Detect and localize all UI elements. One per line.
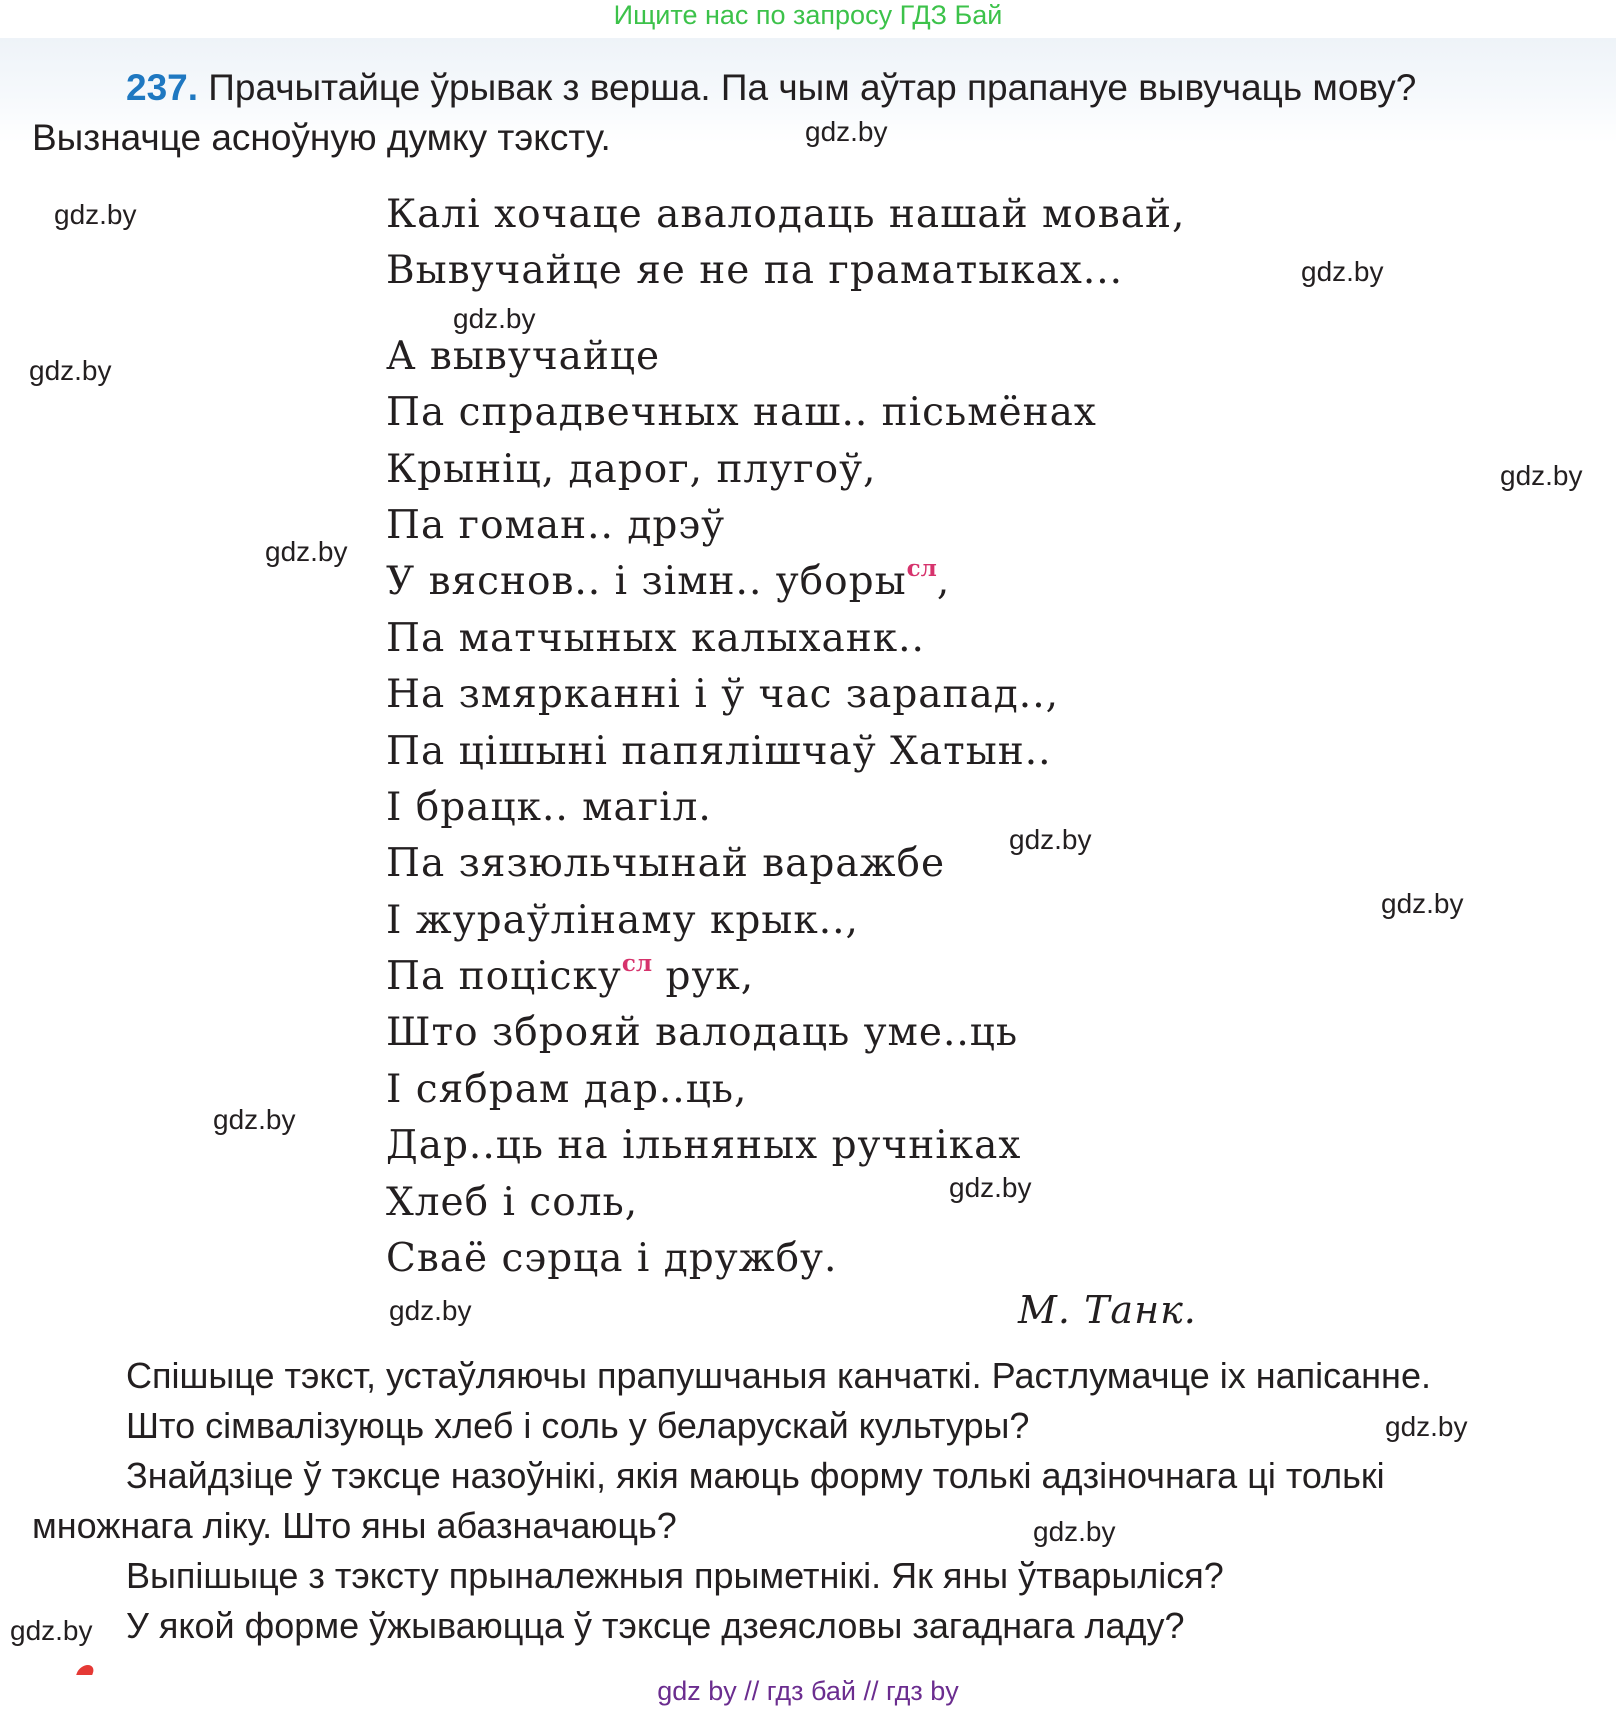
watermark: gdz.by [1301, 256, 1384, 287]
task-text-line2: Вызначце асноўную думку тэксту. [32, 117, 611, 158]
red-corner-mark [76, 1665, 96, 1675]
poem-line: Калі хочаце авалодаць нашай мовай, [386, 192, 1186, 237]
task-number: 237. [126, 67, 199, 108]
question: множнага ліку. Што яны абазначаюць? [32, 1505, 677, 1546]
question: Знайдзіце ў тэксце назоўнікі, якія маюць форму толькі адзіночнага ці толькі [126, 1455, 1385, 1496]
watermark: gdz.by [1500, 460, 1583, 491]
poem-line-text: У вяснов.. і зімн.. уборы [386, 559, 907, 605]
poem-line: Вывучайце яе не па граматыках... [386, 248, 1124, 294]
watermark: gdz.by [1385, 1411, 1468, 1442]
watermark: gdz.by [10, 1615, 93, 1646]
question: Спішыце тэкст, устаўляючы прапушчаныя канчаткі. Растлумачце іх напісанне. [126, 1355, 1431, 1396]
poem-line: Хлеб і соль, [386, 1179, 639, 1225]
poem-line [386, 949, 1185, 1005]
poem-line: Сваё сэрца і дружбу. [386, 1236, 838, 1282]
poem-line [386, 554, 1185, 610]
watermark: gdz.by [453, 303, 536, 334]
question: Што сімвалізуюць хлеб і соль у беларускай культуры? [126, 1405, 1030, 1446]
poem-line: А вывучайце [386, 333, 661, 379]
watermark: gdz.by [949, 1172, 1032, 1203]
search-banner[interactable]: Ищите нас по запросу ГДЗ Бай [613, 0, 1003, 30]
poem-line: Што зброяй валодаць уме..ць [386, 1010, 1019, 1056]
poem-line: І жураўлінаму крык.., [386, 897, 859, 943]
watermark: gdz.by [389, 1295, 472, 1326]
watermark: gdz.by [1009, 824, 1092, 855]
poem-line: І брацк.. магіл. [386, 784, 712, 830]
task-heading [126, 63, 1416, 113]
watermark: gdz.by [1033, 1516, 1116, 1547]
poem-line: І сябрам дар..ць, [386, 1066, 748, 1112]
watermark: gdz.by [213, 1104, 296, 1135]
poem-line: На змярканні і ў час зарапад.., [386, 672, 1059, 718]
watermark: gdz.by [54, 199, 137, 230]
watermark: gdz.by [1381, 888, 1464, 919]
poem-line: Па спрадвечных наш.. пісьмёнах [386, 390, 1097, 436]
poem-author: М. Танк. [1018, 1288, 1197, 1332]
watermark: gdz.by [805, 116, 888, 147]
poem-line: Па зязюльчынай варажбе [386, 841, 946, 887]
poem-line-text: Па поціску [386, 954, 622, 1000]
task-text-line1: Прачытайце ўрывак з верша. Па чым аўтар прапануе вывучаць мову? [208, 67, 1417, 108]
poem-line-text: , [936, 559, 951, 605]
poem-line-text: рук, [652, 954, 755, 1000]
poem-line: Па гоман.. дрэў [386, 502, 726, 548]
poem-line: Па цішыні папялішчаў Хатын.. [386, 728, 1052, 774]
question: Выпішыце з тэксту прыналежныя прыметнікі. Як яны ўтварыліся? [126, 1555, 1224, 1596]
question: У якой форме ўжываюцца ў тэксце дзеясловы загаднага ладу? [126, 1605, 1185, 1646]
poem [386, 187, 1185, 1287]
poem-line: Па матчыных калыханк.. [386, 615, 925, 661]
dictionary-mark: сл [621, 950, 653, 978]
poem-line: Крыніц, дарог, плугоў, [386, 446, 877, 492]
dictionary-mark: сл [906, 555, 937, 583]
poem-line: Дар..ць на ільняных ручніках [386, 1123, 1022, 1169]
watermark: gdz.by [265, 536, 348, 567]
watermark: gdz.by [29, 355, 112, 386]
footer-links[interactable]: gdz by // гдз бай // гдз by [657, 1676, 959, 1706]
